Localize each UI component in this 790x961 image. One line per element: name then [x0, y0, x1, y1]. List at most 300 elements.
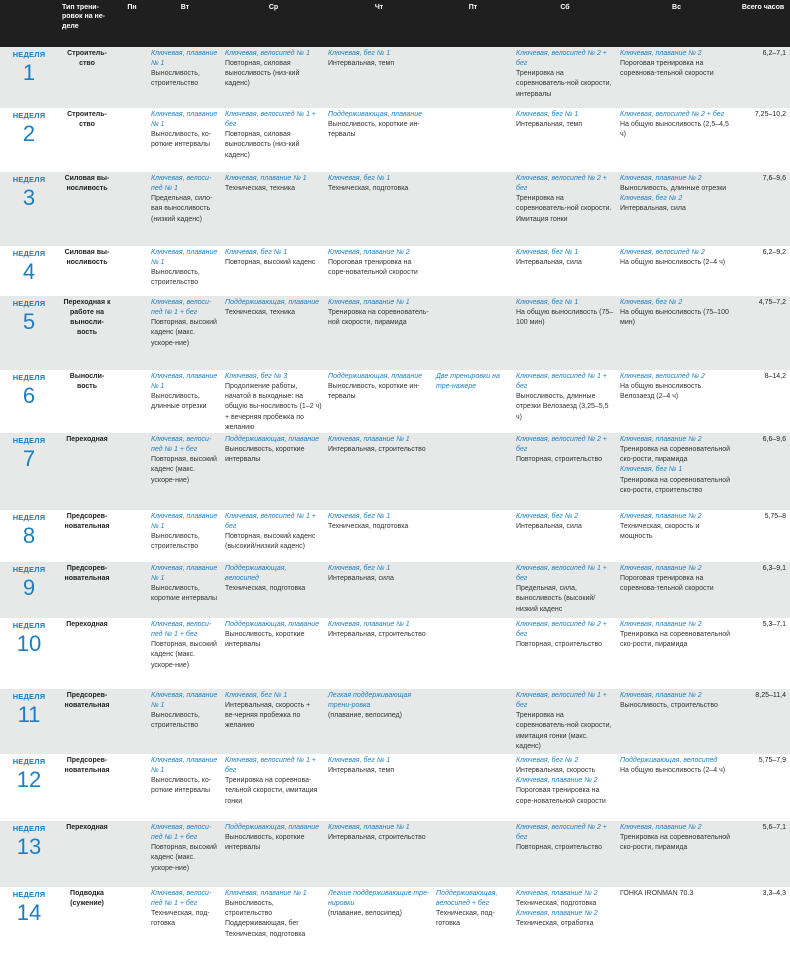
total-hours: 3,3–4,3 — [736, 887, 790, 959]
session-title: Ключевая, велосипед № 2 + бег — [516, 175, 607, 193]
header-sat: Сб — [513, 0, 617, 47]
week-number: 2 — [22, 120, 36, 146]
week-label: НЕДЕЛЯ — [12, 621, 46, 630]
session-desc: Тренировка на соревнователь-ной скорости, интервалы — [516, 70, 612, 98]
week-row-14 — [0, 887, 790, 959]
day-cell-thu — [325, 108, 433, 172]
session-desc: Пороговая тренировка на соре-новательной скорости — [328, 259, 418, 277]
session-desc: Пороговая тренировка на соревнова-тельной скорости — [620, 575, 714, 593]
training-type: Силовая вы-носливость — [58, 172, 116, 246]
session-desc: На общую выносливость (75–100 мин) — [620, 309, 729, 327]
day-cell-mon — [116, 689, 148, 754]
week-cell — [0, 510, 58, 562]
session-desc: Техническая, под-готовка — [436, 910, 495, 928]
day-cell-wed — [222, 754, 325, 821]
week-cell — [0, 370, 58, 433]
training-type: Переходная — [58, 821, 116, 887]
day-cell-mon — [116, 433, 148, 510]
week-row-8 — [0, 510, 790, 562]
week-row-6 — [0, 370, 790, 433]
week-row-13 — [0, 821, 790, 887]
session-title: Ключевая, бег № 1 — [620, 466, 683, 474]
day-cell-thu — [325, 618, 433, 689]
session-title: Ключевая, велосипед № 1 + бег — [225, 757, 316, 775]
session-desc: Техническая, под-готовка — [151, 910, 210, 928]
header-fri: Пт — [433, 0, 513, 47]
session-title: Ключевая, плавание № 1 — [151, 513, 218, 531]
session-title: Ключевая, велоси-пед № 1 + бег — [151, 621, 212, 639]
training-type: Предсорев-новательная — [58, 562, 116, 618]
day-cell-thu — [325, 433, 433, 510]
header-week — [0, 0, 58, 47]
session-title: Ключевая, бег № 2 — [516, 513, 579, 520]
week-label: НЕДЕЛЯ — [12, 249, 46, 258]
week-number: 10 — [16, 630, 42, 656]
week-cell — [0, 689, 58, 754]
session-desc: Выносливость, длинные отрезки — [151, 393, 207, 411]
day-cell-tue — [148, 754, 222, 821]
week-label: НЕДЕЛЯ — [12, 565, 46, 574]
training-type: Строитель-ство — [58, 47, 116, 108]
day-cell-thu — [325, 754, 433, 821]
week-row-5 — [0, 296, 790, 370]
day-cell-sat — [513, 172, 617, 246]
week-label: НЕДЕЛЯ — [12, 436, 46, 445]
training-type: Подводка (сужение) — [58, 887, 116, 959]
day-cell-wed — [222, 689, 325, 754]
session-desc: Тренировка на соревнователь-ной скорости. Имитация гонки — [516, 195, 612, 223]
day-cell-tue — [148, 370, 222, 433]
week-row-3 — [0, 172, 790, 246]
session-desc: Техническая, подготовка — [225, 585, 306, 593]
day-cell-sat — [513, 370, 617, 433]
session-title: Поддерживающая, велосипед — [620, 757, 718, 764]
day-cell-wed — [222, 370, 325, 433]
week-label: НЕДЕЛЯ — [12, 692, 46, 701]
day-cell-tue — [148, 562, 222, 618]
session-desc: Выносливость, длинные отрезки — [620, 185, 727, 193]
total-hours: 6,6–9,6 — [736, 433, 790, 510]
session-desc: Техническая, скорость и мощность — [620, 523, 700, 541]
session-desc: Интервальная, строительство — [328, 631, 426, 639]
week-row-9 — [0, 562, 790, 618]
session-title: Ключевая, бег № 1 — [516, 249, 579, 256]
day-cell-fri — [433, 433, 513, 510]
day-cell-sun — [617, 47, 736, 108]
week-number: 13 — [16, 833, 42, 859]
session-title: Ключевая, велосипед № 1 — [225, 50, 310, 57]
day-cell-sat — [513, 562, 617, 618]
week-number: 9 — [22, 574, 36, 600]
day-cell-fri — [433, 47, 513, 108]
total-hours: 5,75–8 — [736, 510, 790, 562]
day-cell-wed — [222, 108, 325, 172]
session-desc: Интервальная, скорость + ве-черняя пробежка по желанию — [225, 702, 311, 730]
day-cell-sun — [617, 887, 736, 959]
week-cell — [0, 821, 58, 887]
day-cell-tue — [148, 510, 222, 562]
session-title: Ключевая, плавание № 1 — [151, 565, 218, 583]
session-title: Ключевая, велосипед № 1 + бег — [225, 111, 316, 129]
session-desc: Техническая, подготовка — [516, 900, 597, 908]
day-cell-tue — [148, 246, 222, 296]
day-cell-thu — [325, 370, 433, 433]
day-cell-fri — [433, 510, 513, 562]
day-cell-fri — [433, 296, 513, 370]
week-number: 7 — [22, 445, 36, 471]
day-cell-wed — [222, 246, 325, 296]
session-desc: Тренировка на соревновательной ско-рости, пирамида — [620, 446, 731, 464]
session-title: Ключевая, бег № 2 — [516, 757, 579, 764]
session-desc: Техническая, подготовка — [328, 523, 409, 531]
header-type: Тип трени-ровок на не-деле — [58, 0, 116, 47]
week-cell — [0, 246, 58, 296]
week-cell — [0, 618, 58, 689]
session-desc: Выносливость, короткие ин-тервалы — [328, 121, 420, 139]
day-cell-sat — [513, 821, 617, 887]
week-cell — [0, 433, 58, 510]
session-title: Ключевая, велосипед № 2 — [620, 249, 705, 256]
session-desc: Интервальная, строительство — [328, 834, 426, 842]
week-row-1 — [0, 47, 790, 108]
session-desc: Техническая, техника — [225, 309, 295, 317]
session-desc: Предельная, сила, выносливость (высокий/низкий каденс — [516, 585, 596, 613]
day-cell-mon — [116, 172, 148, 246]
day-cell-fri — [433, 618, 513, 689]
total-hours: 7,6–9,6 — [736, 172, 790, 246]
day-cell-wed — [222, 618, 325, 689]
day-cell-tue — [148, 108, 222, 172]
session-title: Поддерживающая, плавание — [328, 111, 423, 118]
week-label: НЕДЕЛЯ — [12, 513, 46, 522]
day-cell-sun — [617, 108, 736, 172]
training-type: Предсорев-новательная — [58, 689, 116, 754]
session-title: Ключевая, бег № 1 — [225, 249, 288, 256]
session-title: Ключевая, велосипед № 1 + бег — [516, 692, 607, 710]
total-hours: 6,2–7,1 — [736, 47, 790, 108]
day-cell-mon — [116, 754, 148, 821]
session-title: Ключевая, плавание № 1 — [151, 757, 218, 775]
session-title: Ключевая, плавание № 2 — [620, 513, 702, 520]
session-desc: Выносливость, строительство — [151, 269, 200, 287]
day-cell-sat — [513, 510, 617, 562]
session-title: Поддерживающая, велосипед — [225, 565, 287, 583]
day-cell-sat — [513, 887, 617, 959]
week-cell — [0, 754, 58, 821]
header-wed: Ср — [222, 0, 325, 47]
session-desc: Выносливость, ко-роткие интервалы — [151, 131, 212, 149]
session-title: Ключевая, велоси-пед № 1 — [151, 175, 212, 193]
week-number: 5 — [22, 308, 36, 334]
week-row-10 — [0, 618, 790, 689]
session-title: Ключевая, плавание № 1 — [151, 373, 218, 391]
session-title: Поддерживающая, велосипед + бег — [436, 890, 498, 908]
week-row-11 — [0, 689, 790, 754]
day-cell-sat — [513, 246, 617, 296]
session-desc: Повторная, высокий каденс (макс. ускоре-ние) — [151, 456, 217, 484]
session-title: Легкие поддерживающие тре-нировки — [328, 890, 430, 908]
day-cell-sun — [617, 562, 736, 618]
total-hours: 5,3–7,1 — [736, 618, 790, 689]
week-number: 11 — [17, 701, 41, 727]
session-title: Ключевая, плавание № 2 — [620, 621, 702, 628]
total-hours: 7,25–10,2 — [736, 108, 790, 172]
header-mon: Пн — [116, 0, 148, 47]
session-desc: (плавание, велосипед) — [328, 910, 402, 918]
session-desc: Тренировка на соревновательной ско-рости, пирамида — [620, 834, 731, 852]
day-cell-mon — [116, 618, 148, 689]
day-cell-sun — [617, 754, 736, 821]
session-title: Ключевая, плавание № 1 — [151, 111, 218, 129]
header-thu: Чт — [325, 0, 433, 47]
session-title: Ключевая, бег № 1 — [328, 565, 391, 572]
session-title: Поддерживающая, плавание — [225, 436, 320, 443]
total-hours: 6,2–9,2 — [736, 246, 790, 296]
training-type: Силовая вы-носливость — [58, 246, 116, 296]
day-cell-mon — [116, 47, 148, 108]
day-cell-sat — [513, 433, 617, 510]
session-title: Ключевая, бег № 1 — [516, 111, 579, 118]
day-cell-sun — [617, 618, 736, 689]
day-cell-wed — [222, 821, 325, 887]
day-cell-fri — [433, 108, 513, 172]
session-desc: Выносливость, короткие ин-тервалы — [328, 383, 420, 401]
session-desc: Интервальная, сила — [516, 523, 582, 531]
day-cell-mon — [116, 108, 148, 172]
session-title: Ключевая, плавание № 1 — [328, 299, 410, 306]
header-row — [0, 0, 790, 47]
session-desc: Интервальная, сила — [516, 259, 582, 267]
session-desc: Повторная, строительство — [516, 844, 603, 852]
session-title: Ключевая, плавание № 2 — [620, 824, 702, 831]
header-total: Всего часов — [736, 0, 790, 47]
session-desc: Интервальная, темп — [328, 767, 395, 775]
session-desc: На общую выносливость (2,5–4,5 ч) — [620, 121, 729, 139]
session-title: Ключевая, плавание № 2 — [516, 777, 598, 785]
session-title: Ключевая, плавание № 1 — [151, 692, 218, 710]
session-desc: Тренировка на соревнователь-ной скорости, пирамида — [328, 309, 429, 327]
session-desc: Выносливость, строительство — [151, 70, 200, 88]
week-cell — [0, 172, 58, 246]
session-desc: На общую выносливость (2–4 ч) — [620, 767, 726, 775]
session-desc: Выносливость, ко-роткие интервалы — [151, 777, 212, 795]
week-label: НЕДЕЛЯ — [12, 299, 46, 308]
session-title: Ключевая, велоси-пед № 1 + бег — [151, 890, 212, 908]
session-desc: Пороговая тренировка на соревнова-тельной скорости — [620, 60, 714, 78]
session-desc: Интервальная, темп — [328, 60, 395, 68]
week-number: 14 — [16, 899, 42, 925]
session-title: Поддерживающая, плавание — [225, 299, 320, 306]
week-label: НЕДЕЛЯ — [12, 824, 46, 833]
day-cell-fri — [433, 887, 513, 959]
week-number: 12 — [16, 766, 42, 792]
day-cell-mon — [116, 510, 148, 562]
session-desc: Продолжение работы, начатой в выходные: на общую вы-носливость (1–2 ч) + вечерняя пробежка по желанию — [225, 383, 322, 431]
session-desc: Выносливость, короткие интервалы — [225, 834, 305, 852]
session-desc: Повторная, высокий каденс (макс. ускоре-ние) — [151, 641, 217, 669]
session-title: Ключевая, плавание № 1 — [225, 175, 307, 182]
session-desc: Тренировка на соревновательной ско-рости, строительство — [620, 476, 731, 494]
total-hours: 4,75–7,2 — [736, 296, 790, 370]
session-title: Ключевая, плавание № 1 — [328, 621, 410, 628]
week-number: 1 — [22, 59, 36, 85]
day-cell-sat — [513, 618, 617, 689]
week-label: НЕДЕЛЯ — [12, 111, 46, 120]
day-cell-sat — [513, 47, 617, 108]
session-desc: Повторная, строительство — [516, 641, 603, 649]
session-desc: Выносливость, длинные отрезки Велозаезд (3,25–5,5 ч) — [516, 393, 609, 421]
day-cell-fri — [433, 246, 513, 296]
training-type: Предсорев-новательная — [58, 510, 116, 562]
day-cell-mon — [116, 370, 148, 433]
session-desc: Повторная, высокий каденс (макс. ускоре-ние) — [151, 319, 217, 347]
total-hours: 8–14,2 — [736, 370, 790, 433]
day-cell-tue — [148, 433, 222, 510]
training-type: Выносли-вость — [58, 370, 116, 433]
day-cell-tue — [148, 47, 222, 108]
day-cell-sun — [617, 370, 736, 433]
day-cell-mon — [116, 296, 148, 370]
session-title: Ключевая, бег № 1 — [328, 50, 391, 57]
week-label: НЕДЕЛЯ — [12, 890, 46, 899]
session-desc: Повторная, силовая выносливость (низ-кий каденс) — [225, 131, 300, 159]
day-cell-thu — [325, 296, 433, 370]
day-cell-fri — [433, 370, 513, 433]
session-title: Ключевая, велосипед № 1 + бег — [516, 565, 607, 583]
session-title: Ключевая, велосипед № 2 + бег — [516, 824, 607, 842]
session-title: Ключевая, плавание № 1 — [328, 824, 410, 831]
training-type: Предсорев-новательная — [58, 754, 116, 821]
session-desc: Интервальная, темп — [516, 121, 583, 129]
week-number: 3 — [22, 184, 36, 210]
session-title: Ключевая, плавание № 2 — [620, 175, 702, 182]
session-desc: Тренировка на соревнова-тельной скорости, имитация гонки — [225, 777, 318, 805]
session-title: Ключевая, бег № 1 — [328, 513, 391, 520]
day-cell-tue — [148, 296, 222, 370]
day-cell-thu — [325, 562, 433, 618]
header-sun: Вс — [617, 0, 736, 47]
session-title: Ключевая, бег № 1 — [516, 299, 579, 306]
week-row-2 — [0, 108, 790, 172]
training-type: Строитель-ство — [58, 108, 116, 172]
session-desc: Предельная, сило-вая выносливость (низкий каденс) — [151, 195, 213, 223]
session-title: Две тренировки на тре-нажере — [436, 373, 500, 391]
session-title: Ключевая, велосипед № 2 — [620, 373, 705, 380]
session-title: Ключевая, велосипед № 2 + бег — [516, 436, 607, 454]
session-desc: ГОНКА IRONMAN 70.3 — [620, 890, 694, 897]
day-cell-thu — [325, 246, 433, 296]
day-cell-mon — [116, 562, 148, 618]
session-title: Ключевая, бег № 2 — [620, 299, 683, 306]
session-desc: Интервальная, сила — [620, 205, 686, 213]
day-cell-sun — [617, 689, 736, 754]
total-hours: 6,3–9,1 — [736, 562, 790, 618]
session-title: Ключевая, плавание № 2 — [620, 692, 702, 699]
day-cell-sun — [617, 172, 736, 246]
day-cell-sun — [617, 433, 736, 510]
header-tue: Вт — [148, 0, 222, 47]
session-desc: На общую выносливость (75–100 мин) — [516, 309, 614, 327]
session-desc: Интервальная, сила — [328, 575, 394, 583]
day-cell-sun — [617, 246, 736, 296]
session-title: Ключевая, плавание № 2 — [516, 890, 598, 897]
day-cell-tue — [148, 618, 222, 689]
week-label: НЕДЕЛЯ — [12, 50, 46, 59]
session-desc: Интервальная, скорость — [516, 767, 596, 775]
session-desc: На общую выносливость (2–4 ч) — [620, 259, 726, 267]
day-cell-fri — [433, 689, 513, 754]
session-desc: Повторная, силовая выносливость (низ-кий каденс) — [225, 60, 300, 88]
day-cell-thu — [325, 510, 433, 562]
session-title: Ключевая, плавание № 1 — [225, 890, 307, 897]
total-hours: 8,25–11,4 — [736, 689, 790, 754]
session-title: Ключевая, велосипед № 2 + бег — [620, 111, 725, 118]
session-desc: Выносливость, короткие интервалы — [225, 446, 305, 464]
session-title: Ключевая, велосипед № 1 + бег — [516, 373, 607, 391]
session-title: Поддерживающая, плавание — [225, 621, 320, 628]
week-label: НЕДЕЛЯ — [12, 373, 46, 382]
day-cell-sat — [513, 108, 617, 172]
session-desc: (плавание, велосипед) — [328, 712, 402, 720]
week-label: НЕДЕЛЯ — [12, 175, 46, 184]
week-label: НЕДЕЛЯ — [12, 757, 46, 766]
week-row-4 — [0, 246, 790, 296]
day-cell-wed — [222, 562, 325, 618]
session-desc: Техническая, отработка — [516, 920, 594, 928]
day-cell-tue — [148, 821, 222, 887]
week-cell — [0, 887, 58, 959]
session-title: Легкая поддерживающая трени-ровка — [328, 692, 412, 710]
session-desc: Пороговая тренировка на соре-новательной скорости — [516, 787, 606, 805]
session-title: Ключевая, плавание № 2 — [620, 436, 702, 443]
total-hours: 5,6–7,1 — [736, 821, 790, 887]
session-title: Ключевая, велосипед № 2 + бег — [516, 50, 607, 68]
session-title: Ключевая, плавание № 1 — [151, 249, 218, 267]
week-number: 8 — [22, 522, 36, 548]
session-title: Ключевая, велосипед № 2 + бег — [516, 621, 607, 639]
session-desc: Выносливость, короткие интервалы — [225, 631, 305, 649]
session-title: Ключевая, плавание № 2 — [620, 565, 702, 572]
week-cell — [0, 296, 58, 370]
day-cell-thu — [325, 689, 433, 754]
day-cell-wed — [222, 172, 325, 246]
session-title: Поддерживающая, плавание — [225, 824, 320, 831]
session-desc: Интервальная, строительство — [328, 446, 426, 454]
session-title: Поддерживающая, плавание — [328, 373, 423, 380]
week-number: 4 — [22, 258, 36, 284]
session-title: Ключевая, бег № 1 — [328, 757, 391, 764]
session-desc: Техническая, техника — [225, 185, 295, 193]
training-type: Переходная к работе на выносли-вость — [58, 296, 116, 370]
session-desc: Повторная, строительство — [516, 456, 603, 464]
day-cell-tue — [148, 172, 222, 246]
session-desc: Тренировка на соревновательной ско-рости, пирамида — [620, 631, 731, 649]
session-desc: Выносливость, строительство Поддерживающая, бег Техническая, подготовка — [225, 900, 306, 938]
session-title: Ключевая, плавание № 1 — [328, 436, 410, 443]
session-desc: Выносливость, строительство — [620, 702, 718, 710]
session-title: Ключевая, плавание № 2 — [516, 910, 598, 918]
day-cell-thu — [325, 887, 433, 959]
session-title: Ключевая, велоси-пед № 1 + бег — [151, 824, 212, 842]
session-title: Ключевая, плавание № 1 — [151, 50, 218, 68]
day-cell-tue — [148, 689, 222, 754]
session-title: Ключевая, велоси-пед № 1 + бег — [151, 436, 212, 454]
session-title: Ключевая, бег № 1 — [225, 692, 288, 699]
week-row-12 — [0, 754, 790, 821]
training-type: Переходная — [58, 618, 116, 689]
week-cell — [0, 47, 58, 108]
session-title: Ключевая, велосипед № 1 + бег — [225, 513, 316, 531]
